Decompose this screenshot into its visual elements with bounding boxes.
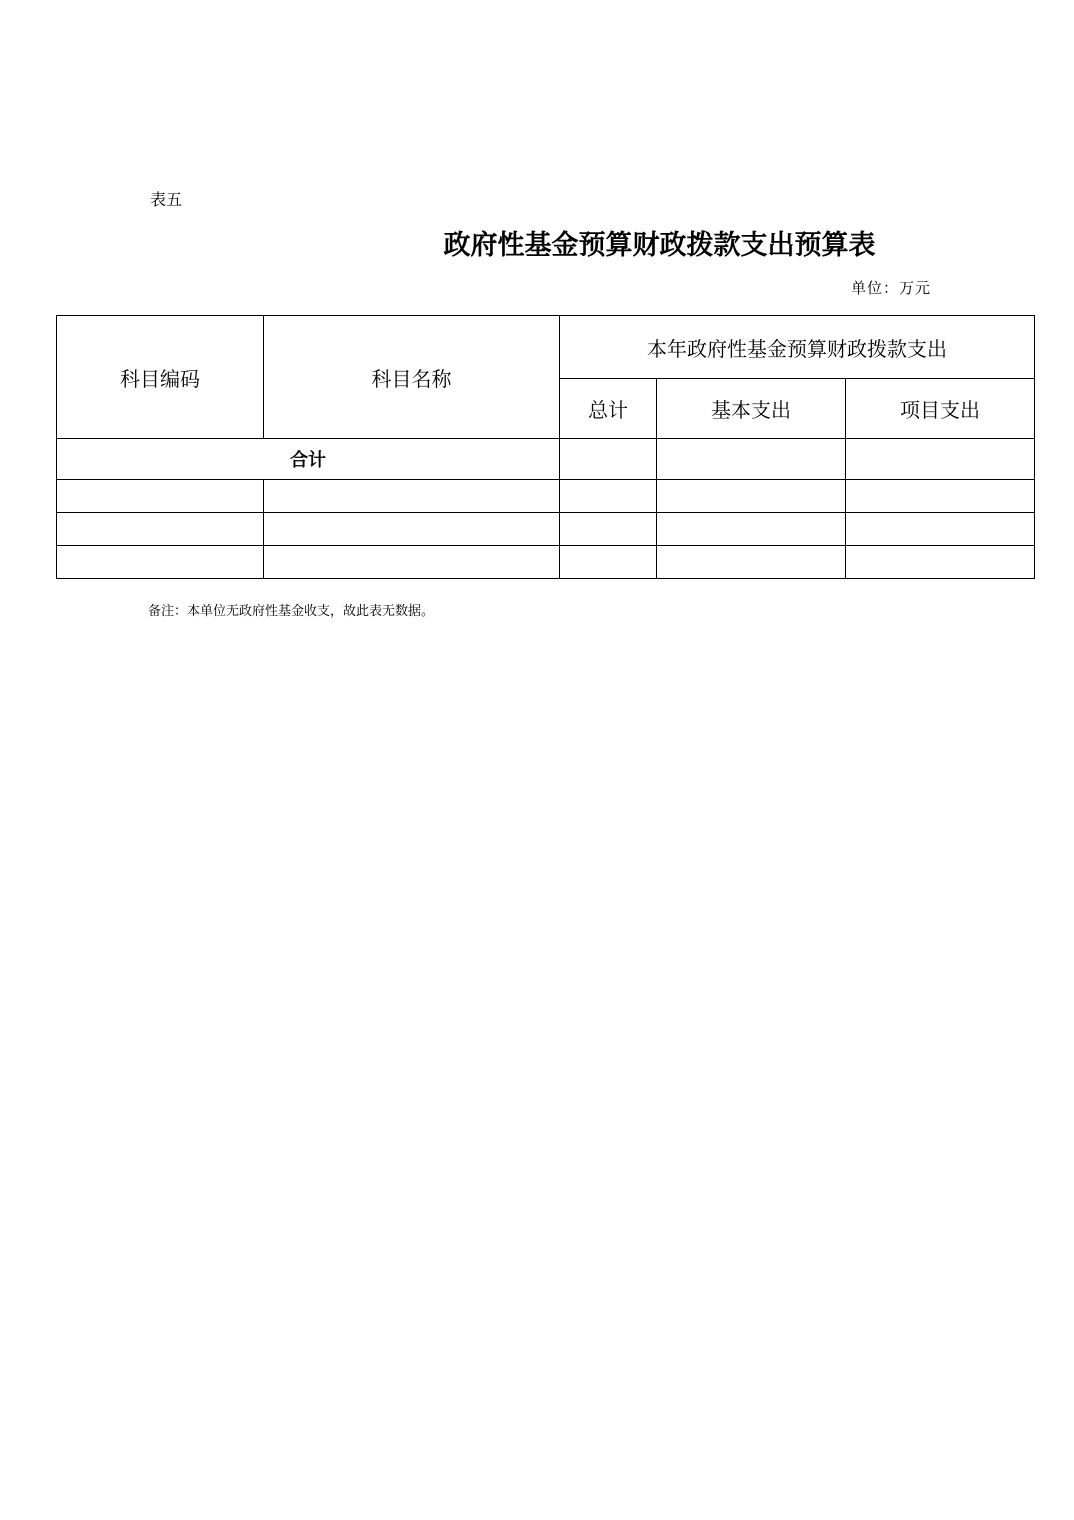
total-cell-basic: [657, 439, 846, 480]
col-header-total: 总计: [560, 379, 657, 439]
col-header-group: 本年政府性基金预算财政拨款支出: [560, 316, 1035, 379]
table-row: [57, 513, 1035, 546]
cell-project: [846, 513, 1035, 546]
col-header-name: 科目名称: [264, 316, 560, 439]
col-header-code: 科目编码: [57, 316, 264, 439]
col-header-project: 项目支出: [846, 379, 1035, 439]
cell-project: [846, 546, 1035, 579]
cell-project: [846, 480, 1035, 513]
cell-code: [57, 546, 264, 579]
total-row: [57, 439, 1035, 480]
cell-name: [264, 480, 560, 513]
total-cell-total: [560, 439, 657, 480]
table-row: [57, 546, 1035, 579]
cell-total: [560, 480, 657, 513]
header-row-1: [57, 316, 1035, 379]
cell-total: [560, 546, 657, 579]
cell-code: [57, 513, 264, 546]
unit-label: 单位：万元: [851, 279, 932, 297]
footnote: 备注：本单位无政府性基金收支，故此表无数据。: [148, 604, 435, 619]
total-label: 合计: [57, 439, 560, 480]
col-header-basic: 基本支出: [657, 379, 846, 439]
cell-code: [57, 480, 264, 513]
cell-total: [560, 513, 657, 546]
cell-name: [264, 513, 560, 546]
total-cell-project: [846, 439, 1035, 480]
cell-basic: [657, 480, 846, 513]
cell-name: [264, 546, 560, 579]
cell-basic: [657, 546, 846, 579]
cell-basic: [657, 513, 846, 546]
table-row: [57, 480, 1035, 513]
page-title: 政府性基金预算财政拨款支出预算表: [443, 230, 876, 261]
budget-table: [56, 315, 1035, 579]
table-label: 表五: [150, 190, 183, 209]
